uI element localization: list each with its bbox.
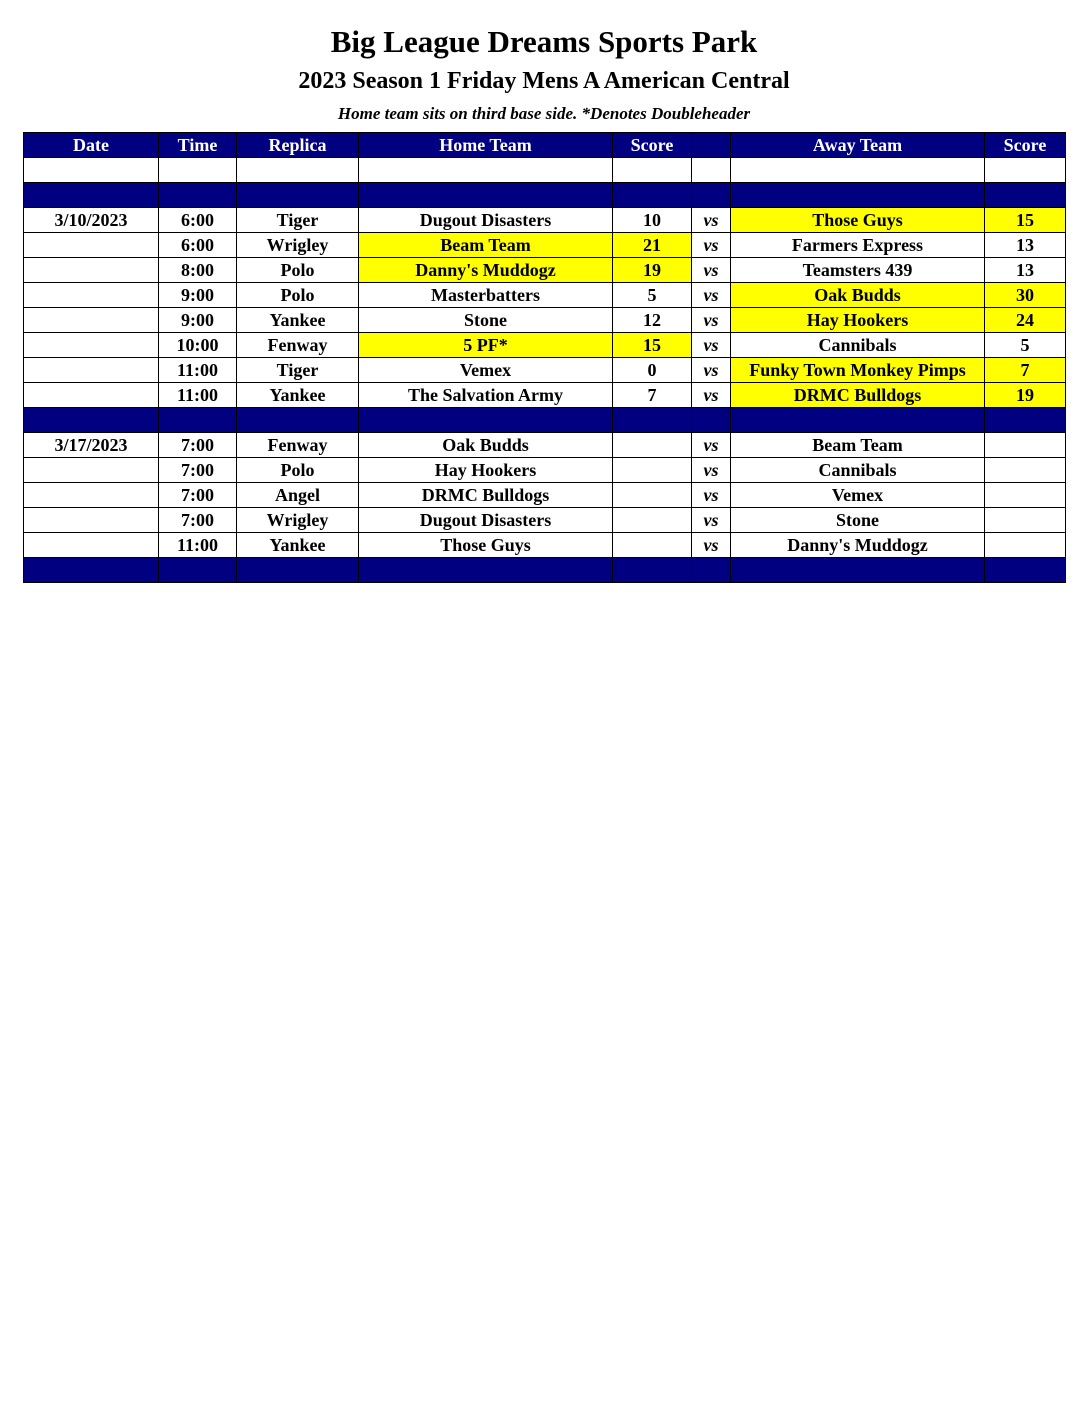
date-cell <box>24 333 159 358</box>
band-cell <box>613 183 692 208</box>
away-score-cell: 15 <box>985 208 1066 233</box>
home-score-cell: 0 <box>613 358 692 383</box>
time-cell: 9:00 <box>159 308 237 333</box>
time-cell: 7:00 <box>159 508 237 533</box>
band-cell <box>359 183 613 208</box>
blank-cell <box>985 158 1066 183</box>
time-cell: 11:00 <box>159 358 237 383</box>
vs-cell: vs <box>692 358 731 383</box>
time-cell: 9:00 <box>159 283 237 308</box>
away-team-cell: Danny's Muddogz <box>731 533 985 558</box>
separator-band <box>24 183 1066 208</box>
home-team-cell: The Salvation Army <box>359 383 613 408</box>
band-cell <box>692 408 731 433</box>
home-team-cell: Dugout Disasters <box>359 208 613 233</box>
header-row <box>24 133 1066 158</box>
vs-cell: vs <box>692 433 731 458</box>
game-row <box>24 458 1066 483</box>
away-team-cell: Those Guys <box>731 208 985 233</box>
date-cell <box>24 533 159 558</box>
away-score-cell <box>985 533 1066 558</box>
away-score-cell: 5 <box>985 333 1066 358</box>
away-team-cell: Hay Hookers <box>731 308 985 333</box>
home-score-cell: 21 <box>613 233 692 258</box>
away-team-cell: Beam Team <box>731 433 985 458</box>
blank-cell <box>24 158 159 183</box>
band-cell <box>24 183 159 208</box>
game-row <box>24 233 1066 258</box>
home-team-cell: Vemex <box>359 358 613 383</box>
game-row <box>24 358 1066 383</box>
replica-field-cell: Fenway <box>237 333 359 358</box>
away-score-cell: 7 <box>985 358 1066 383</box>
home-score-cell: 5 <box>613 283 692 308</box>
replica-field-cell: Tiger <box>237 358 359 383</box>
band-cell <box>985 558 1066 583</box>
band-cell <box>24 558 159 583</box>
away-team-cell: Farmers Express <box>731 233 985 258</box>
vs-cell: vs <box>692 208 731 233</box>
vs-cell: vs <box>692 233 731 258</box>
home-team-cell: Hay Hookers <box>359 458 613 483</box>
home-team-cell: Beam Team <box>359 233 613 258</box>
band-cell <box>692 183 731 208</box>
home-team-cell: 5 PF* <box>359 333 613 358</box>
time-cell: 6:00 <box>159 233 237 258</box>
vs-cell: vs <box>692 308 731 333</box>
blank-cell <box>613 158 692 183</box>
col-header-away-score: Score <box>985 133 1066 158</box>
vs-cell: vs <box>692 458 731 483</box>
time-cell: 7:00 <box>159 483 237 508</box>
separator-band <box>24 408 1066 433</box>
game-row <box>24 208 1066 233</box>
date-cell: 3/10/2023 <box>24 208 159 233</box>
home-score-cell <box>613 483 692 508</box>
band-cell <box>237 558 359 583</box>
home-team-cell: Oak Budds <box>359 433 613 458</box>
separator-band <box>24 558 1066 583</box>
away-score-cell <box>985 458 1066 483</box>
col-header-away-team: Away Team <box>731 133 985 158</box>
away-score-cell: 19 <box>985 383 1066 408</box>
home-score-cell <box>613 508 692 533</box>
vs-cell: vs <box>692 483 731 508</box>
away-score-cell <box>985 433 1066 458</box>
time-cell: 11:00 <box>159 383 237 408</box>
home-score-cell <box>613 433 692 458</box>
away-team-cell: Vemex <box>731 483 985 508</box>
band-cell <box>613 558 692 583</box>
away-score-cell <box>985 508 1066 533</box>
band-cell <box>159 183 237 208</box>
away-team-cell: Cannibals <box>731 458 985 483</box>
band-cell <box>159 408 237 433</box>
band-cell <box>692 558 731 583</box>
game-row <box>24 508 1066 533</box>
replica-field-cell: Yankee <box>237 383 359 408</box>
vs-cell: vs <box>692 533 731 558</box>
replica-field-cell: Polo <box>237 258 359 283</box>
band-cell <box>159 558 237 583</box>
game-row <box>24 433 1066 458</box>
home-score-cell: 7 <box>613 383 692 408</box>
blank-row <box>24 158 1066 183</box>
game-row <box>24 483 1066 508</box>
blank-cell <box>159 158 237 183</box>
date-cell <box>24 383 159 408</box>
band-cell <box>731 558 985 583</box>
game-row <box>24 283 1066 308</box>
band-cell <box>359 408 613 433</box>
home-score-cell: 12 <box>613 308 692 333</box>
date-cell: 3/17/2023 <box>24 433 159 458</box>
home-score-cell <box>613 458 692 483</box>
col-header-replica: Replica <box>237 133 359 158</box>
away-score-cell <box>985 483 1066 508</box>
vs-cell: vs <box>692 283 731 308</box>
replica-field-cell: Yankee <box>237 533 359 558</box>
schedule-note: Home team sits on third base side. *Denotes Doubleheader <box>337 104 751 123</box>
away-score-cell: 13 <box>985 233 1066 258</box>
home-score-cell: 19 <box>613 258 692 283</box>
band-cell <box>731 408 985 433</box>
away-team-cell: Teamsters 439 <box>731 258 985 283</box>
away-team-cell: Oak Budds <box>731 283 985 308</box>
date-cell <box>24 508 159 533</box>
away-score-cell: 24 <box>985 308 1066 333</box>
col-header-time: Time <box>159 133 237 158</box>
vs-cell: vs <box>692 258 731 283</box>
vs-cell: vs <box>692 333 731 358</box>
date-cell <box>24 233 159 258</box>
home-team-cell: Masterbatters <box>359 283 613 308</box>
col-header-date: Date <box>24 133 159 158</box>
game-row <box>24 308 1066 333</box>
vs-cell: vs <box>692 508 731 533</box>
page-title: Big League Dreams Sports Park <box>330 24 758 59</box>
blank-cell <box>692 158 731 183</box>
replica-field-cell: Polo <box>237 283 359 308</box>
band-cell <box>985 408 1066 433</box>
time-cell: 10:00 <box>159 333 237 358</box>
band-cell <box>613 408 692 433</box>
home-team-cell: Stone <box>359 308 613 333</box>
home-score-cell: 15 <box>613 333 692 358</box>
game-row <box>24 258 1066 283</box>
home-team-cell: Danny's Muddogz <box>359 258 613 283</box>
col-header-vs <box>692 133 731 158</box>
replica-field-cell: Angel <box>237 483 359 508</box>
date-cell <box>24 308 159 333</box>
date-cell <box>24 483 159 508</box>
replica-field-cell: Tiger <box>237 208 359 233</box>
col-header-home-team: Home Team <box>359 133 613 158</box>
home-score-cell <box>613 533 692 558</box>
time-cell: 6:00 <box>159 208 237 233</box>
band-cell <box>237 183 359 208</box>
time-cell: 7:00 <box>159 433 237 458</box>
time-cell: 11:00 <box>159 533 237 558</box>
away-team-cell: Stone <box>731 508 985 533</box>
replica-field-cell: Yankee <box>237 308 359 333</box>
replica-field-cell: Wrigley <box>237 508 359 533</box>
away-team-cell: DRMC Bulldogs <box>731 383 985 408</box>
band-cell <box>359 558 613 583</box>
schedule-body <box>24 158 1066 583</box>
blank-cell <box>731 158 985 183</box>
league-subtitle: 2023 Season 1 Friday Mens A American Central <box>298 68 790 94</box>
replica-field-cell: Fenway <box>237 433 359 458</box>
band-cell <box>237 408 359 433</box>
away-score-cell: 13 <box>985 258 1066 283</box>
blank-cell <box>359 158 613 183</box>
date-cell <box>24 258 159 283</box>
time-cell: 7:00 <box>159 458 237 483</box>
date-cell <box>24 458 159 483</box>
away-team-cell: Funky Town Monkey Pimps <box>731 358 985 383</box>
replica-field-cell: Wrigley <box>237 233 359 258</box>
home-team-cell: Those Guys <box>359 533 613 558</box>
date-cell <box>24 283 159 308</box>
vs-cell: vs <box>692 383 731 408</box>
band-cell <box>985 183 1066 208</box>
time-cell: 8:00 <box>159 258 237 283</box>
band-cell <box>24 408 159 433</box>
band-cell <box>731 183 985 208</box>
away-score-cell: 30 <box>985 283 1066 308</box>
game-row <box>24 383 1066 408</box>
date-cell <box>24 358 159 383</box>
home-team-cell: Dugout Disasters <box>359 508 613 533</box>
game-row <box>24 533 1066 558</box>
replica-field-cell: Polo <box>237 458 359 483</box>
schedule-table <box>23 132 1066 583</box>
home-team-cell: DRMC Bulldogs <box>359 483 613 508</box>
col-header-home-score: Score <box>613 133 692 158</box>
away-team-cell: Cannibals <box>731 333 985 358</box>
home-score-cell: 10 <box>613 208 692 233</box>
game-row <box>24 333 1066 358</box>
blank-cell <box>237 158 359 183</box>
